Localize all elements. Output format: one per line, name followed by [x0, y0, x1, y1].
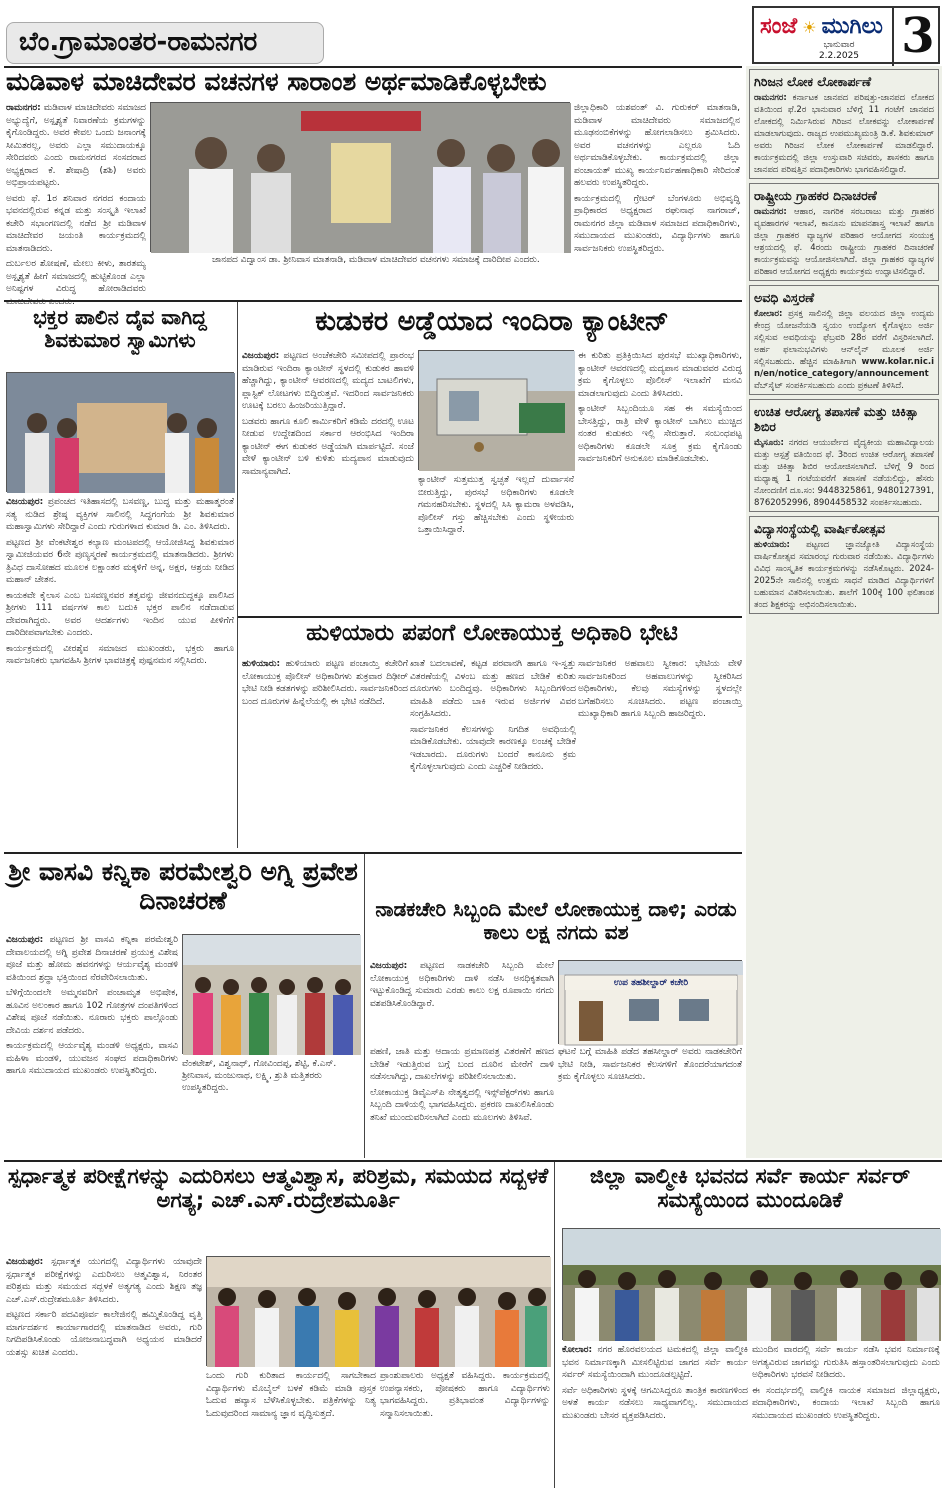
- section-title: ಬೆಂ.ಗ್ರಾಮಾಂತರ-ರಾಮನಗರ: [19, 27, 258, 57]
- sun-icon: ☀: [802, 18, 817, 37]
- a3-col2: [418, 474, 574, 612]
- s3-tail: ವೆಬ್‌ಸೈಟ್ ಸಂಪರ್ಕಿಸಬಹುದು ಎಂದು ಪ್ರಕಟಣೆ ತಿಳಿಸಿದೆ.: [754, 381, 904, 391]
- a1-body5: ಕಾರ್ಯಕ್ರಮದಲ್ಲಿ ಗ್ರೇಟರ್ ಬೆಂಗಳೂರು ಅಭಿವೃದ್ಧಿ ಪ್ರಾಧಿಕಾರದ ಅಧ್ಯಕ್ಷರಾದ ರಘುನಾಥ ನಾಗರಾಜ್, ರಾಮನಗರ ಜಿಲ್ಲಾ ಮಡಿವಾಳ ಸಮಾಜದ ಪದಾಧಿಕಾರಿಗಳು, ಸಮುದಾಯದ ಮುಖಂಡರು, ವಿದ್ಯಾರ್ಥಿಗಳು ಹಾಗೂ ಸಾರ್ವಜನಿಕರು ಉಪಸ್ಥಿತರಿದ್ದರು.: [574, 193, 740, 254]
- a1-caption: ಜಾನಪದ ವಿದ್ವಾಂಸ ಡಾ. ಶ್ರೀನಿವಾಸ ಮಾತನಾಡಿ, ಮಡಿವಾಳ ಮಾಚಿದೇವರ ವಚನಗಳು ಸಮಾಜಕ್ಕೆ ದಾರಿದೀಪ ಎಂದರು.: [212, 255, 540, 265]
- a4-body2: ಖಾತೆ ಬದಲಾವಣೆ, ಕಟ್ಟಡ ಪರವಾನಗಿ ಹಾಗೂ ಇ-ಸ್ವತ್ತು ವಿತರಣೆಯಲ್ಲಿ ವಿಳಂಬ ಮತ್ತು ಹಣದ ಬೇಡಿಕೆ ಕುರಿತು ದೂರುಗಳು ಬಂದಿದ್ದವು. ಅಧಿಕಾರಿಗಳು ಸಿಬ್ಬಂದಿಗಳಿಂದ ಮಾಹಿತಿ ಪಡೆದು ಬಾಕಿ ಇರುವ ಅರ್ಜಿಗಳ ವಿವರ ಸಂಗ್ರಹಿಸಿದರು.: [410, 659, 576, 719]
- a6-body4: ಘಟನೆ ಬಗ್ಗೆ ಮಾಹಿತಿ ಪಡೆದ ತಹಸೀಲ್ದಾರ್ ಅವರು ನಾಡಕಚೇರಿಗೆ ಭೇಟಿ ನೀಡಿ, ಸಾರ್ವಜನಿಕರ ಕೆಲಸಗಳಿಗೆ ತೊಂದರೆಯಾಗದಂತೆ ಕ್ರಮ ಕೈಗೊಳ್ಳಲು ಸೂಚಿಸಿದರು.: [558, 1047, 742, 1082]
- a3-body3: ಕ್ಯಾಂಟೀನ್ ಸುತ್ತಮುತ್ತ ಸ್ವಚ್ಛತೆ ಇಲ್ಲದೆ ದುರ್ವಾಸನೆ ಬೀರುತ್ತಿದ್ದು, ಪುರಸಭೆ ಅಧಿಕಾರಿಗಳು ಕೂಡಲೇ ಗಮನಹರಿಸಬೇಕು. ಸ್ಥಳದಲ್ಲಿ ಸಿಸಿ ಕ್ಯಾಮರಾ ಅಳವಡಿಸಿ, ಪೊಲೀಸ್ ಗಸ್ತು ಹೆಚ್ಚಿಸಬೇಕು ಎಂದು ಸ್ಥಳೀಯರು ಒತ್ತಾಯಿಸಿದ್ದಾರೆ.: [418, 475, 574, 535]
- a7-col1: [6, 1256, 202, 1486]
- a7-photo: [206, 1256, 550, 1366]
- col-divider: [237, 302, 238, 848]
- a5-headline: ಶ್ರೀ ವಾಸವಿ ಕನ್ನಿಕಾ ಪರಮೇಶ್ವರಿ ಅಗ್ನಿ ಪ್ರವೇಶ ದಿನಾಚರಣೆ: [8, 857, 358, 915]
- s1-dateline: ರಾಮನಗರ:: [754, 93, 787, 103]
- a1-dateline: ರಾಮನಗರ:: [6, 103, 41, 113]
- s5-title: ವಿದ್ಯಾಸಂಸ್ಥೆಯಲ್ಲಿ ವಾರ್ಷಿಕೋತ್ಸವ: [754, 521, 886, 536]
- brand-right: ಮುಗಿಲು: [821, 14, 883, 39]
- a3-body4: ಈ ಕುರಿತು ಪ್ರತಿಕ್ರಿಯಿಸಿದ ಪುರಸಭೆ ಮುಖ್ಯಾಧಿಕಾರಿಗಳು, ಕ್ಯಾಂಟೀನ್ ಆವರಣದಲ್ಲಿ ಮದ್ಯಪಾನ ಮಾಡುವವರ ವಿರುದ್ಧ ಕ್ರಮ ಕೈಗೊಳ್ಳಲು ಪೊಲೀಸ್ ಇಲಾಖೆಗೆ ಮನವಿ ಮಾಡಲಾಗುವುದು ಎಂದು ತಿಳಿಸಿದರು.: [578, 351, 742, 399]
- a2-body3: ಕಾಯಕವೇ ಕೈಲಾಸ ಎಂಬ ಬಸವಣ್ಣನವರ ತತ್ವವನ್ನು ಜೀವನದುದ್ದಕ್ಕೂ ಪಾಲಿಸಿದ ಶ್ರೀಗಳು 111 ವರ್ಷಗಳ ಕಾಲ ಬದುಕಿ ಭಕ್ತರ ಪಾಲಿನ ನಡೆದಾಡುವ ದೇವರಾಗಿದ್ದರು. ಅವರ ಆದರ್ಶಗಳು ಇಂದಿನ ಯುವ ಪೀಳಿಗೆಗೆ ದಾರಿದೀಪವಾಗಬೇಕು ಎಂದರು.: [6, 590, 234, 638]
- s3-body: ಪ್ರಸಕ್ತ ಸಾಲಿನಲ್ಲಿ ಜಿಲ್ಲಾ ವಲಯದ ಜಿಲ್ಲಾ ಉದ್ಯಮ ಕೇಂದ್ರ ಯೋಜನೆಯಡಿ ಸ್ವಯಂ ಉದ್ಯೋಗ ಕೈಗೊಳ್ಳಲು ಅರ್ಜಿ ಸಲ್ಲಿಸುವ ಅವಧಿಯನ್ನು ಫೆಬ್ರವರಿ 28ರ ವರೆಗೆ ವಿಸ್ತರಿಸಲಾಗಿದೆ. ಅರ್ಹ ಫಲಾನುಭವಿಗಳು ಆನ್‌ಲೈನ್ ಮೂಲಕ ಅರ್ಜಿ ಸಲ್ಲಿಸಬಹುದು. ಹೆಚ್ಚಿನ ಮಾಹಿತಿಗಾಗಿ: [754, 309, 934, 367]
- a7-headline: ಸ್ಪರ್ಧಾತ್ಮಕ ಪರೀಕ್ಷೆಗಳನ್ನು ಎದುರಿಸಲು ಆತ್ಮವಿಶ್ವಾಸ, ಪರಿಶ್ರಮ, ಸಮಯದ ಸದ್ಬಳಕೆ ಅಗತ್ಯ; ಎಚ್.ಎಸ್.ರುದ್ರೇಶಮೂರ್ತಿ: [7, 1164, 549, 1213]
- a5-photo-art: [183, 935, 361, 1055]
- a5-caption: ವೆಂಕಟೇಶ್, ವಿಶ್ವನಾಥ್, ಗೋವಿಂದಪ್ಪ, ಶೆಟ್ಟಿ, ಕೆ.ಎನ್. ಶ್ರೀನಿವಾಸ, ಮಂಜುನಾಥ, ಲಕ್ಷ್ಮಿ, ಶ್ರುತಿ ಮತ್ತಿತರರು ಉಪಸ್ಥಿತರಿದ್ದರು.: [182, 1059, 337, 1093]
- brand-logo: [760, 14, 890, 40]
- masthead-box: [752, 6, 940, 64]
- a1-photo-art: [151, 103, 571, 253]
- a3-col1: [242, 350, 414, 612]
- a3-headline: ಕುಡುಕರ ಅಡ್ಡೆಯಾದ ಇಂದಿರಾ ಕ್ಯಾಂಟೀನ್: [315, 306, 669, 337]
- a7-col2: [206, 1370, 376, 1486]
- a6-photo: [558, 960, 742, 1044]
- a3-dateline: ವಿಜಯಪುರ:: [242, 351, 280, 361]
- a8-dateline: ಕೋಲಾರ:: [562, 1345, 593, 1355]
- rule: [4, 1160, 942, 1162]
- a6-photo-art: [559, 961, 743, 1045]
- s5-body: ಪಟ್ಟಣದ ಜ್ಞಾನಜ್ಯೋತಿ ವಿದ್ಯಾಸಂಸ್ಥೆಯ ವಾರ್ಷಿಕೋತ್ಸವ ಸಮಾರಂಭ ಗುರುವಾರ ನಡೆಯಿತು. ವಿದ್ಯಾರ್ಥಿಗಳು ವಿವಿಧ ಸಾಂಸ್ಕೃತಿಕ ಕಾರ್ಯಕ್ರಮಗಳನ್ನು ನಡೆಸಿಕೊಟ್ಟರು. 2024-2025ನೇ ಸಾಲಿನಲ್ಲಿ ಉತ್ತಮ ಸಾಧನೆ ಮಾಡಿದ ವಿದ್ಯಾರ್ಥಿಗಳಿಗೆ ಬಹುಮಾನ ವಿತರಿಸಲಾಯಿತು. ಶಾಲೆಗೆ 100ಕ್ಕೆ 100 ಫಲಿತಾಂಶ ತಂದ ಶಿಕ್ಷಕರನ್ನು ಅಭಿನಂದಿಸಲಾಯಿತು.: [754, 540, 934, 610]
- a3-photo-art: [419, 351, 575, 471]
- a1-photo: [150, 102, 570, 252]
- a8-col1: [562, 1344, 748, 1486]
- a2-photo-art: [7, 373, 235, 493]
- a8-photo: [562, 1228, 940, 1340]
- rule: [238, 616, 742, 618]
- s3-dateline: ಕೋಲಾರ:: [754, 309, 783, 319]
- brand-left: ಸಂಜೆ: [760, 14, 798, 39]
- a4-body4: ಸಾರ್ವಜನಿಕರ ಅಹವಾಲು ಸ್ವೀಕಾರ: ಭೇಟಿಯ ವೇಳೆ ಸಾರ್ವಜನಿಕರಿಂದ ಅಹವಾಲುಗಳನ್ನು ಸ್ವೀಕರಿಸಿದ ಅಧಿಕಾರಿಗಳು, ಕೆಲವು ಸಮಸ್ಯೆಗಳನ್ನು ಸ್ಥಳದಲ್ಲೇ ಬಗೆಹರಿಸಲು ಸೂಚಿಸಿದರು. ಪಟ್ಟಣ ಪಂಚಾಯ್ತಿ ಮುಖ್ಯಾಧಿಕಾರಿ ಹಾಗೂ ಸಿಬ್ಬಂದಿ ಹಾಜರಿದ್ದರು.: [578, 659, 742, 719]
- a7-body1: ಸ್ಪರ್ಧಾತ್ಮಕ ಯುಗದಲ್ಲಿ ವಿದ್ಯಾರ್ಥಿಗಳು ಯಾವುದೇ ಸ್ಪರ್ಧಾತ್ಮಕ ಪರೀಕ್ಷೆಗಳನ್ನು ಎದುರಿಸಲು ಆತ್ಮವಿಶ್ವಾಸ, ನಿರಂತರ ಪರಿಶ್ರಮ ಮತ್ತು ಸಮಯದ ಸದ್ಬಳಕೆ ಅತ್ಯಗತ್ಯ ಎಂದು ಶಿಕ್ಷಣ ತಜ್ಞ ಎಚ್.ಎಸ್.ರುದ್ರೇಶಮೂರ್ತಿ ತಿಳಿಸಿದರು.: [6, 1257, 202, 1305]
- a8-photo-art: [563, 1229, 941, 1341]
- a7-body4: ಪ್ರಾಂಶುಪಾಲರು ಅಧ್ಯಕ್ಷತೆ ವಹಿಸಿದ್ದರು. ಕಾರ್ಯಕ್ರಮದಲ್ಲಿ ಉಪನ್ಯಾಸಕರು, ಪೋಷಕರು ಹಾಗೂ ವಿದ್ಯಾರ್ಥಿಗಳು ಭಾಗವಹಿಸಿದ್ದರು. ಪ್ರತಿಭಾವಂತ ವಿದ್ಯಾರ್ಥಿಗಳನ್ನು ಸನ್ಮಾನಿಸಲಾಯಿತು.: [380, 1371, 550, 1419]
- a8-body3: ಮುಂದಿನ ವಾರದಲ್ಲಿ ಸರ್ವೆ ಕಾರ್ಯ ನಡೆಸಿ ಭವನ ನಿರ್ಮಾಣಕ್ಕೆ ಅಗತ್ಯವಿರುವ ಜಾಗವನ್ನು ಗುರುತಿಸಿ ಹಸ್ತಾಂತರಿಸಲಾಗುವುದು ಎಂದು ಅಧಿಕಾರಿಗಳು ಭರವಸೆ ನೀಡಿದರು.: [752, 1345, 940, 1380]
- s1-title: ಗಿರಿಜನ ಲೋಕ ಲೋಕಾರ್ಪಣೆ: [754, 74, 872, 89]
- a7-photo-art: [207, 1257, 551, 1367]
- a4-body1: ಹುಳಿಯಾರು ಪಟ್ಟಣ ಪಂಚಾಯ್ತಿ ಕಚೇರಿಗೆ ಲೋಕಾಯುಕ್ತ ಪೊಲೀಸ್ ಅಧಿಕಾರಿಗಳು ಶುಕ್ರವಾರ ದಿಢೀರ್ ಭೇಟಿ ನೀಡಿ ಕಡತಗಳನ್ನು ಪರಿಶೀಲಿಸಿದರು. ಸಾರ್ವಜನಿಕರಿಂದ ಬಂದ ದೂರುಗಳ ಹಿನ್ನೆಲೆಯಲ್ಲಿ ಈ ಭೇಟಿ ನಡೆದಿದೆ.: [242, 659, 408, 707]
- a1-col1: [6, 102, 146, 307]
- a1-body4: ಜಿಲ್ಲಾಧಿಕಾರಿ ಯಶವಂತ್ ವಿ. ಗುರುಕರ್ ಮಾತನಾಡಿ, ಮಡಿವಾಳ ಮಾಚಿದೇವರು ಸಮಾಜದಲ್ಲಿನ ಮೂಢನಂಬಿಕೆಗಳನ್ನು ಹೋಗಲಾಡಿಸಲು ಶ್ರಮಿಸಿದರು. ಅವರ ವಚನಗಳನ್ನು ಎಲ್ಲರೂ ಓದಿ ಅರ್ಥಮಾಡಿಕೊಳ್ಳಬೇಕು. ಕಾರ್ಯಕ್ರಮದಲ್ಲಿ ಜಿಲ್ಲಾ ಪಂಚಾಯತ್ ಮುಖ್ಯ ಕಾರ್ಯನಿರ್ವಹಣಾಧಿಕಾರಿ ಸೇರಿದಂತೆ ಹಲವರು ಉಪಸ್ಥಿತರಿದ್ದರು.: [574, 103, 740, 188]
- a6-body1: ಪಟ್ಟಣದ ನಾಡಕಚೇರಿ ಸಿಬ್ಬಂದಿ ಮೇಲೆ ಲೋಕಾಯುಕ್ತ ಅಧಿಕಾರಿಗಳು ದಾಳಿ ನಡೆಸಿ ಅನಧಿಕೃತವಾಗಿ ಇಟ್ಟುಕೊಂಡಿದ್ದ ಸುಮಾರು ಎರಡು ಕಾಲು ಲಕ್ಷ ರೂಪಾಯಿ ನಗದು ವಶಪಡಿಸಿಕೊಂಡಿದ್ದಾರೆ.: [370, 961, 554, 1009]
- a2-text: [6, 496, 234, 814]
- a3-body2: ಬಡವರು ಹಾಗೂ ಕೂಲಿ ಕಾರ್ಮಿಕರಿಗೆ ಕಡಿಮೆ ದರದಲ್ಲಿ ಊಟ ನೀಡುವ ಉದ್ದೇಶದಿಂದ ಸರ್ಕಾರ ಆರಂಭಿಸಿದ ಇಂದಿರಾ ಕ್ಯಾಂಟೀನ್ ಈಗ ಕುಡುಕರ ಅಡ್ಡೆಯಾಗಿ ಮಾರ್ಪಟ್ಟಿದೆ. ಸಂಜೆ ವೇಳೆ ಕ್ಯಾಂಟೀನ್ ಬಳಿ ಕುಳಿತು ಮದ್ಯಪಾನ ಮಾಡುವುದು ಸಾಮಾನ್ಯವಾಗಿದೆ.: [242, 416, 414, 477]
- a5-body3: ಕಾರ್ಯಕ್ರಮದಲ್ಲಿ ಆರ್ಯವೈಶ್ಯ ಮಂಡಳಿ ಅಧ್ಯಕ್ಷರು, ವಾಸವಿ ಮಹಿಳಾ ಮಂಡಳಿ, ಯುವಜನ ಸಂಘದ ಪದಾಧಿಕಾರಿಗಳು ಹಾಗೂ ಸಮುದಾಯದ ಮುಖಂಡರು ಉಪಸ್ಥಿತರಿದ್ದರು.: [6, 1041, 178, 1076]
- a8-col2: [752, 1344, 940, 1486]
- s3-title: ಅವಧಿ ವಿಸ್ತರಣೆ: [754, 290, 815, 305]
- a7-col3: [380, 1370, 550, 1486]
- rule: [4, 852, 742, 854]
- s2-title: ರಾಷ್ಟ್ರೀಯ ಗ್ರಾಹಕರ ದಿನಾಚರಣೆ: [754, 188, 877, 203]
- a5-body2: ಬೆಳಿಗ್ಗೆಯಿಂದಲೇ ಅಮ್ಮನವರಿಗೆ ಪಂಚಾಮೃತ ಅಭಿಷೇಕ, ಹೂವಿನ ಅಲಂಕಾರ ಹಾಗೂ 102 ಗೋತ್ರಗಳ ದಂಪತಿಗಳಿಂದ ವಿಶೇಷ ಪೂಜೆ ನಡೆಯಿತು. ನೂರಾರು ಭಕ್ತರು ಪಾಲ್ಗೊಂಡು ದೇವಿಯ ದರ್ಶನ ಪಡೆದರು.: [6, 988, 178, 1036]
- a5-photo: [182, 934, 360, 1054]
- a4-col2: [410, 658, 576, 848]
- a1-headline: ಮಡಿವಾಳ ಮಾಚಿದೇವರ ವಚನಗಳ ಸಾರಾಂಶ ಅರ್ಥಮಾಡಿಕೊಳ್ಳಬೇಕು: [6, 67, 547, 96]
- sidebar: [746, 66, 942, 1158]
- s4-title: ಉಚಿತ ಆರೋಗ್ಯ ತಪಾಸಣೆ ಮತ್ತು ಚಿಕಿತ್ಸಾ ಶಿಬಿರ: [754, 404, 919, 434]
- s5-dateline: ಹುಳಿಯಾರು:: [754, 540, 790, 550]
- sidebar-box-3: [749, 285, 939, 395]
- a5-dateline: ವಿಜಯಪುರ:: [6, 935, 44, 945]
- a3-col3: [578, 350, 742, 612]
- a6-col3: [558, 1046, 742, 1154]
- a2-photo: [6, 372, 234, 492]
- a1-body2: ಅವರು ಫೆ. 1ರ ಶನಿವಾರ ನಗರದ ಕಂದಾಯ ಭವನದಲ್ಲಿರುವ ಕನ್ನಡ ಮತ್ತು ಸಂಸ್ಕೃತಿ ಇಲಾಖೆ ಕಚೇರಿ ಸಭಾಂಗಣದಲ್ಲಿ ನಡೆದ ಶ್ರೀ ಮಡಿವಾಳ ಮಾಚಿದೇವರ ಜಯಂತಿ ಕಾರ್ಯಕ್ರಮದಲ್ಲಿ ಮಾತನಾಡಿದರು.: [6, 193, 146, 254]
- s4-dateline: ಮೈಸೂರು:: [754, 438, 784, 448]
- a6-headline: ನಾಡಕಚೇರಿ ಸಿಬ್ಬಂದಿ ಮೇಲೆ ಲೋಕಾಯುಕ್ತ ದಾಳಿ; ಎರಡು ಕಾಲು ಲಕ್ಷ ನಗದು ವಶ: [375, 897, 737, 944]
- a8-headline: ಜಿಲ್ಲಾ ವಾಲ್ಮೀಕಿ ಭವನದ ಸರ್ವೆ ಕಾರ್ಯ ಸರ್ವರ್ ಸಮಸ್ಯೆಯಿಂದ ಮುಂದೂಡಿಕೆ: [589, 1164, 911, 1213]
- col-divider: [554, 1162, 555, 1488]
- a1-col3: [574, 102, 740, 296]
- sidebar-box-2: [749, 183, 939, 281]
- a5-col1: [6, 934, 178, 1154]
- s4-body: ನಗರದ ಆಯುರ್ವೇದ ವೈದ್ಯಕೀಯ ಮಹಾವಿದ್ಯಾಲಯ ಮತ್ತು ಆಸ್ಪತ್ರೆ ವತಿಯಿಂದ ಫೆ. 3ರಿಂದ ಉಚಿತ ಆರೋಗ್ಯ ತಪಾಸಣೆ ಮತ್ತು ಚಿಕಿತ್ಸಾ ಶಿಬಿರ ಆಯೋಜಿಸಲಾಗಿದೆ. ಬೆಳಿಗ್ಗೆ 9 ರಿಂದ ಮಧ್ಯಾಹ್ನ 1 ಗಂಟೆಯವರೆಗೆ ತಪಾಸಣೆ ನಡೆಯಲಿದ್ದು, ಹೆಸರು ನೋಂದಣಿಗೆ ದೂ.ಸಂ: 9448325861, 9480127391, 8762052996, 8904458532 ಸಂಪರ್ಕಿಸಬಹುದು.: [754, 438, 934, 508]
- a4-col1: [242, 658, 408, 848]
- a6-photo-sign: ಉಪ ತಹಶೀಲ್ದಾರ್ ಕಚೇರಿ: [565, 976, 737, 990]
- a6-dateline: ವಿಜಯಪುರ:: [370, 961, 408, 971]
- a3-photo: [418, 350, 574, 470]
- sidebar-box-5: [749, 516, 939, 614]
- s3-link[interactable]: www.kolar.nic.in/en/notice_category/announcement: [754, 357, 934, 379]
- a2-dateline: ವಿಜಯಪುರ:: [6, 497, 44, 507]
- a4-headline: ಹುಳಿಯಾರು ಪಪಂಗೆ ಲೋಕಾಯುಕ್ತ ಅಧಿಕಾರಿ ಭೇಟಿ: [306, 620, 678, 646]
- a5-body1: ಪಟ್ಟಣದ ಶ್ರೀ ವಾಸವಿ ಕನ್ನಿಕಾ ಪರಮೇಶ್ವರಿ ದೇವಾಲಯದಲ್ಲಿ ಅಗ್ನಿ ಪ್ರವೇಶ ದಿನಾಚರಣೆ ಪ್ರಯುಕ್ತ ವಿಶೇಷ ಪೂಜೆ ಮತ್ತು ಹೋಮ ಹವನಗಳನ್ನು ಆರ್ಯವೈಶ್ಯ ಮಂಡಳಿ ವತಿಯಿಂದ ಶ್ರದ್ಧಾ ಭಕ್ತಿಯಿಂದ ನೆರವೇರಿಸಲಾಯಿತು.: [6, 935, 178, 983]
- a6-body2: ಪಹಣಿ, ಜಾತಿ ಮತ್ತು ಆದಾಯ ಪ್ರಮಾಣಪತ್ರ ವಿತರಣೆಗೆ ಹಣದ ಬೇಡಿಕೆ ಇಡುತ್ತಿರುವ ಬಗ್ಗೆ ಬಂದ ದೂರಿನ ಮೇರೆಗೆ ದಾಳಿ ನಡೆಸಲಾಗಿದ್ದು, ದಾಖಲೆಗಳನ್ನು ಪರಿಶೀಲಿಸಲಾಯಿತು.: [370, 1047, 554, 1082]
- a6-col1: [370, 960, 554, 1044]
- a6-col2: [370, 1046, 554, 1154]
- masthead-weekday: ಭಾನುವಾರ: [823, 40, 855, 50]
- s1-body: ಕರ್ನಾಟಕ ಜಾನಪದ ಪರಿಷತ್ತು-ಜಾನಪದ ಲೋಕದ ವತಿಯಿಂದ ಫೆ.2ರ ಭಾನುವಾರ ಬೆಳಿಗ್ಗೆ 11 ಗಂಟೆಗೆ ಜಾನಪದ ಲೋಕದಲ್ಲಿ ನಿರ್ಮಿಸಿರುವ ಗಿರಿಜನ ಲೋಕವನ್ನು ಲೋಕಾರ್ಪಣೆ ಮಾಡಲಾಗುವುದು. ರಾಜ್ಯದ ಉಪಮುಖ್ಯಮಂತ್ರಿ ಡಿ.ಕೆ. ಶಿವಕುಮಾರ್ ಅವರು ಗಿರಿಜನ ಲೋಕ ಲೋಕಾರ್ಪಣೆ ಮಾಡಲಿದ್ದಾರೆ. ಕಾರ್ಯಕ್ರಮದಲ್ಲಿ ಜಿಲ್ಲಾ ಉಸ್ತುವಾರಿ ಸಚಿವರು, ಶಾಸಕರು ಹಾಗೂ ಜಾನಪದ ಪರಿಷತ್ತಿನ ಪದಾಧಿಕಾರಿಗಳು ಭಾಗವಹಿಸಲಿದ್ದಾರೆ.: [754, 93, 934, 175]
- a2-body2: ಪಟ್ಟಣದ ಶ್ರೀ ವೆಂಕಟೇಶ್ವರ ಕಲ್ಯಾಣ ಮಂಟಪದಲ್ಲಿ ಆಯೋಜಿಸಿದ್ದ ಶಿವಕುಮಾರ ಸ್ವಾಮೀಜಿಯವರ 6ನೇ ಪುಣ್ಯಸ್ಮರಣೆ ಕಾರ್ಯಕ್ರಮದಲ್ಲಿ ಮಾತನಾಡಿದರು. ಶ್ರೀಗಳು ತ್ರಿವಿಧ ದಾಸೋಹದ ಮೂಲಕ ಲಕ್ಷಾಂತರ ಮಕ್ಕಳಿಗೆ ಅನ್ನ, ಅಕ್ಷರ, ಆಶ್ರಯ ನೀಡಿದ ಮಹಾನ್ ಚೇತನ.: [6, 537, 234, 585]
- a1-body3: ದುರ್ಬಲರ ಶೋಷಣೆ, ಮೇಲು ಕೀಳು, ತಾರತಮ್ಯ ಅಸ್ಪೃಶ್ಯತೆ ಹೀಗೆ ಸಮಾಜದಲ್ಲಿ ಹುಟ್ಟಿಕೊಂಡ ಎಲ್ಲಾ ಅನಿಷ್ಟಗಳ ವಿರುದ್ಧ ಹೋರಾಡಿದವರು ಮಾಚಿದೇವರು ಎಂದರು.: [6, 259, 146, 307]
- a3-body1: ಪಟ್ಟಣದ ಅಂಚೆಕಚೇರಿ ಸಮೀಪದಲ್ಲಿ ಪ್ರಾರಂಭ ಮಾಡಿರುವ ಇಂದಿರಾ ಕ್ಯಾಂಟೀನ್ ಸ್ಥಳದಲ್ಲಿ ಕುಡುಕರ ಹಾವಳಿ ಹೆಚ್ಚಾಗಿದ್ದು, ಕ್ಯಾಂಟೀನ್ ಆವರಣದಲ್ಲಿ ಮದ್ಯದ ಬಾಟಲಿಗಳು, ಪ್ಲಾಸ್ಟಿಕ್ ಲೋಟಗಳು ಬಿದ್ದಿರುತ್ತವೆ. ಇದರಿಂದ ಸಾರ್ವಜನಿಕರು ಊಟಕ್ಕೆ ಬರಲು ಹಿಂಜರಿಯುತ್ತಿದ್ದಾರೆ.: [242, 351, 414, 411]
- section-tab: [6, 22, 324, 64]
- a6-body3: ಲೋಕಾಯುಕ್ತ ಡಿವೈಎಸ್‌ಪಿ ನೇತೃತ್ವದಲ್ಲಿ ಇನ್ಸ್‌ಪೆಕ್ಟರ್‌ಗಳು ಹಾಗೂ ಸಿಬ್ಬಂದಿ ದಾಳಿಯಲ್ಲಿ ಭಾಗವಹಿಸಿದ್ದರು. ಪ್ರಕರಣ ದಾಖಲಿಸಿಕೊಂಡು ತನಿಖೆ ಮುಂದುವರಿಸಲಾಗಿದೆ ಎಂದು ಮೂಲಗಳು ತಿಳಿಸಿವೆ.: [370, 1087, 554, 1123]
- a4-body3: ಸಾರ್ವಜನಿಕರ ಕೆಲಸಗಳನ್ನು ನಿಗದಿತ ಅವಧಿಯಲ್ಲಿ ಮಾಡಿಕೊಡಬೇಕು. ಯಾವುದೇ ಕಾರಣಕ್ಕೂ ಲಂಚಕ್ಕೆ ಬೇಡಿಕೆ ಇಡಬಾರದು. ದೂರುಗಳು ಬಂದರೆ ಕಾನೂನು ಕ್ರಮ ಕೈಗೊಳ್ಳಲಾಗುವುದು ಎಂದು ಎಚ್ಚರಿಕೆ ನೀಡಿದರು.: [410, 724, 576, 772]
- s2-dateline: ರಾಮನಗರ:: [754, 207, 787, 217]
- a7-body2: ಪಟ್ಟಣದ ಸರ್ಕಾರಿ ಪದವಿಪೂರ್ವ ಕಾಲೇಜಿನಲ್ಲಿ ಹಮ್ಮಿಕೊಂಡಿದ್ದ ವೃತ್ತಿ ಮಾರ್ಗದರ್ಶನ ಕಾರ್ಯಾಗಾರದಲ್ಲಿ ಮಾತನಾಡಿದ ಅವರು, ಗುರಿ ನಿಗದಿಪಡಿಸಿಕೊಂಡು ಯೋಜನಾಬದ್ಧವಾಗಿ ಅಧ್ಯಯನ ಮಾಡಿದರೆ ಯಶಸ್ಸು ಖಚಿತ ಎಂದರು.: [6, 1310, 202, 1358]
- a2-body1: ಪ್ರಪಂಚದ ಇತಿಹಾಸದಲ್ಲಿ ಬಸವಣ್ಣ, ಬುದ್ಧ ಮತ್ತು ಮಹಾತ್ಮರಂತೆ ಸತ್ಯ ನುಡಿದ ಶ್ರೇಷ್ಠ ವ್ಯಕ್ತಿಗಳ ಸಾಲಿನಲ್ಲಿ ಸಿದ್ಧಗಂಗೆಯ ಶ್ರೀ ಶಿವಕುಮಾರ ಮಹಾಸ್ವಾಮಿಗಳು ಸೇರಿದ್ದಾರೆ ಎಂದು ಗುರುಗಳಾದ ಕುಮಾರ ಡಿ. ಎಂ. ತಿಳಿಸಿದರು.: [6, 497, 234, 532]
- masthead-divider: [892, 8, 894, 66]
- page-number: 3: [901, 8, 935, 64]
- a1-body1: ಮಡಿವಾಳ ಮಾಚಿದೇವರು ಸಮಾಜದ ಅಭ್ಯುದ್ಯೆಗೆ, ಅಸ್ಪೃಶ್ಯತೆ ನಿವಾರಣೆಯ ಕ್ರಮಗಳನ್ನು ಕೈಗೊಂಡಿದ್ದರು. ಅವರ ಕೇವಲ ಒಂದು ಜನಾಂಗಕ್ಕೆ ಸೀಮಿತರಲ್ಲ, ಅವರು ಎಲ್ಲಾ ಸಮುದಾಯಕ್ಕೂ ಸೇರಿದವರು ಎಂದು ರಾಮನಗರದ ಸಂಸದರಾದ ಅಭ್ಯಕ್ಷರಾದ ಕೆ. ಶೇಷಾದ್ರಿ (ಶಶಿ) ಅವರು ಅಭಿಪ್ರಾಯಪಟ್ಟರು.: [6, 103, 146, 188]
- a3-body5: ಕ್ಯಾಂಟೀನ್ ಸಿಬ್ಬಂದಿಯೂ ಸಹ ಈ ಸಮಸ್ಯೆಯಿಂದ ಬೇಸತ್ತಿದ್ದು, ರಾತ್ರಿ ವೇಳೆ ಕ್ಯಾಂಟೀನ್ ಬಾಗಿಲು ಮುಚ್ಚಿದ ನಂತರ ಕುಡುಕರು ಇಲ್ಲಿ ಸೇರುತ್ತಾರೆ. ಸಂಬಂಧಪಟ್ಟ ಅಧಿಕಾರಿಗಳು ಕೂಡಲೇ ಸೂಕ್ತ ಕ್ರಮ ಕೈಗೊಂಡು ಸಾರ್ವಜನಿಕರಿಗೆ ಅನುಕೂಲ ಮಾಡಿಕೊಡಬೇಕು.: [578, 404, 742, 464]
- a2-headline: ಭಕ್ತರ ಪಾಲಿನ ದೈವ ವಾಗಿದ್ದ ಶಿವಕುಮಾರ ಸ್ವಾಮಿಗಳು: [33, 305, 207, 352]
- s2-body: ಆಹಾರ, ನಾಗರಿಕ ಸರಬರಾಜು ಮತ್ತು ಗ್ರಾಹಕರ ವ್ಯವಹಾರಗಳ ಇಲಾಖೆ, ಕಾನೂನು ಮಾಪನಶಾಸ್ತ್ರ ಇಲಾಖೆ ಹಾಗೂ ಜಿಲ್ಲಾ ಗ್ರಾಹಕರ ವ್ಯಾಜ್ಯಗಳ ಪರಿಹಾರ ಆಯೋಗದ ಸಂಯುಕ್ತ ಆಶ್ರಯದಲ್ಲಿ ಫೆ. 4ರಂದು ರಾಷ್ಟ್ರೀಯ ಗ್ರಾಹಕರ ದಿನಾಚರಣೆ ಕಾರ್ಯಕ್ರಮವನ್ನು ಆಯೋಜಿಸಲಾಗಿದೆ. ಜಿಲ್ಲಾ ಗ್ರಾಹಕರ ವ್ಯಾಜ್ಯಗಳ ಪರಿಹಾರ ಆಯೋಗದ ಅಧ್ಯಕ್ಷರು ಕಾರ್ಯಕ್ರಮ ಉದ್ಘಾಟಿಸಲಿದ್ದಾರೆ.: [754, 207, 934, 277]
- rule: [4, 300, 742, 302]
- a8-body4: ಈ ಸಂದರ್ಭದಲ್ಲಿ ವಾಲ್ಮೀಕಿ ನಾಯಕ ಸಮಾಜದ ಜಿಲ್ಲಾಧ್ಯಕ್ಷರು, ಪದಾಧಿಕಾರಿಗಳು, ಕಂದಾಯ ಇಲಾಖೆ ಸಿಬ್ಬಂದಿ ಹಾಗೂ ಸಮುದಾಯದ ಮುಖಂಡರು ಉಪಸ್ಥಿತರಿದ್ದರು.: [752, 1385, 940, 1421]
- a7-dateline: ವಿಜಯಪುರ:: [6, 1257, 44, 1267]
- a7-body3: ಒಂದು ಗುರಿ ಕುರಿತಾದ ಕಾರ್ಯದಲ್ಲಿ ಸಾಗಬೇಕಾದ ವಿದ್ಯಾರ್ಥಿಗಳು ಮೊಬೈಲ್ ಬಳಕೆ ಕಡಿಮೆ ಮಾಡಿ ಪುಸ್ತಕ ಓದುವ ಹವ್ಯಾಸ ಬೆಳೆಸಿಕೊಳ್ಳಬೇಕು. ಪತ್ರಿಕೆಗಳನ್ನು ನಿತ್ಯ ಓದುವುದರಿಂದ ಸಾಮಾನ್ಯ ಜ್ಞಾನ ವೃದ್ಧಿಸುತ್ತದೆ.: [206, 1371, 376, 1419]
- sidebar-box-1: [749, 69, 939, 179]
- col-divider: [364, 854, 365, 1158]
- a2-body4: ಕಾರ್ಯಕ್ರಮದಲ್ಲಿ ವೀರಶೈವ ಸಮಾಜದ ಮುಖಂಡರು, ಭಕ್ತರು ಹಾಗೂ ಸಾರ್ವಜನಿಕರು ಭಾಗವಹಿಸಿ ಶ್ರೀಗಳ ಭಾವಚಿತ್ರಕ್ಕೆ ಪುಷ್ಪನಮನ ಸಲ್ಲಿಸಿದರು.: [6, 643, 234, 666]
- sidebar-box-4: [749, 399, 939, 512]
- a4-dateline: ಹುಳಿಯಾರು:: [242, 659, 281, 669]
- masthead-date: 2.2.2025: [818, 51, 860, 61]
- a4-col3: [578, 658, 742, 848]
- a8-body2: ಸರ್ವೆ ಅಧಿಕಾರಿಗಳು ಸ್ಥಳಕ್ಕೆ ಆಗಮಿಸಿದ್ದರೂ ತಾಂತ್ರಿಕ ಕಾರಣಗಳಿಂದ ಅಳತೆ ಕಾರ್ಯ ನಡೆಸಲು ಸಾಧ್ಯವಾಗಲಿಲ್ಲ. ಸಮುದಾಯದ ಮುಖಂಡರು ಬೇಸರ ವ್ಯಕ್ತಪಡಿಸಿದರು.: [562, 1385, 748, 1421]
- a8-body1: ನಗರ ಹೊರವಲಯದ ಟಮಕದಲ್ಲಿ ಜಿಲ್ಲಾ ವಾಲ್ಮೀಕಿ ಭವನ ನಿರ್ಮಾಣಕ್ಕಾಗಿ ಮೀಸಲಿಟ್ಟಿರುವ ಜಾಗದ ಸರ್ವೆ ಕಾರ್ಯ ಸರ್ವರ್ ಸಮಸ್ಯೆಯಿಂದಾಗಿ ಮುಂದೂಡಲ್ಪಟ್ಟಿದೆ.: [562, 1345, 748, 1380]
